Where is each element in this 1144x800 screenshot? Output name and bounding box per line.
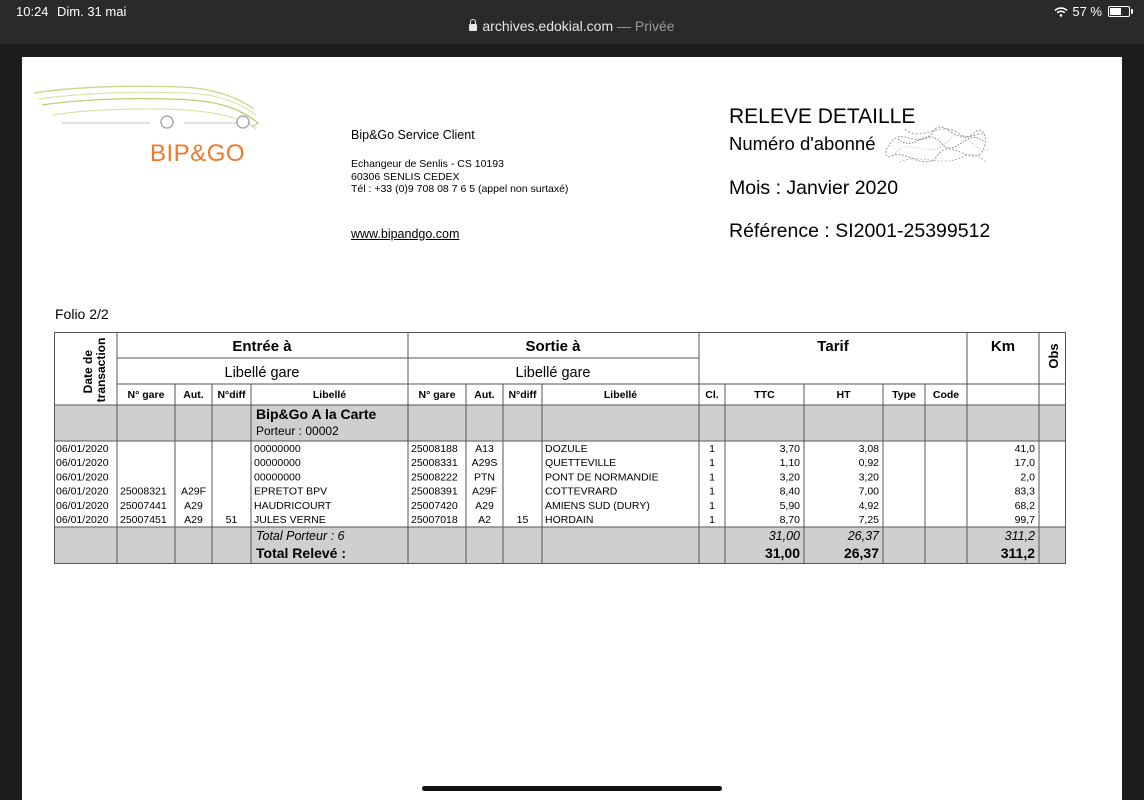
table-cell: HORDAIN	[545, 514, 594, 526]
table-cell: 17,0	[1014, 457, 1035, 470]
battery-icon	[1108, 6, 1130, 17]
table-cell: 25008188	[411, 443, 458, 455]
group-title: Bip&Go A la Carte	[256, 406, 377, 422]
table-cell: 25008391	[411, 485, 458, 498]
table-row	[56, 457, 1035, 469]
table-cell: 25007420	[411, 499, 458, 512]
table-cell: PTN	[474, 471, 495, 484]
column-header: Aut.	[474, 389, 495, 401]
transactions-table	[54, 332, 1066, 564]
table-cell: 1	[709, 457, 715, 470]
table-cell: 06/01/2020	[56, 443, 109, 455]
sortie-header: Sortie à	[525, 338, 581, 355]
url-text: archives.edokial.com	[482, 18, 614, 34]
status-right	[1054, 4, 1130, 19]
address-line: Echangeur de Senlis - CS 10193	[351, 158, 504, 170]
table-row	[56, 471, 1035, 483]
entree-libelle-gare: Libellé gare	[224, 365, 300, 381]
address-line: 60306 SENLIS CEDEX	[351, 170, 460, 183]
table-cell: 25007451	[120, 514, 167, 526]
redaction-scribble	[880, 114, 995, 174]
column-header: Code	[932, 389, 960, 401]
total-releve-ttc: 31,00	[764, 545, 800, 561]
table-cell: 25007441	[120, 499, 167, 512]
total-releve-km: 311,2	[1000, 545, 1035, 561]
table-cell: 15	[516, 514, 529, 526]
column-header: N° gare	[418, 389, 456, 401]
table-cell: AMIENS SUD (DURY)	[545, 499, 650, 512]
table-cell: 00000000	[254, 471, 301, 484]
table-row	[56, 514, 1035, 526]
address-block	[351, 158, 568, 196]
table-cell: 06/01/2020	[56, 457, 109, 470]
table-cell: 06/01/2020	[56, 514, 109, 526]
column-header: Type	[892, 389, 916, 401]
table-cell: A29F	[180, 485, 207, 498]
table-cell: A29S	[471, 457, 498, 470]
lock-icon	[469, 24, 477, 31]
total-porteur-ttc: 31,00	[768, 529, 800, 543]
date-header-line2: transaction	[94, 337, 108, 403]
mois-label: Mois : Janvier 2020	[729, 177, 899, 199]
status-time: 10:24	[16, 4, 49, 19]
column-header: Libellé	[603, 389, 638, 401]
address-bar[interactable]	[0, 18, 1144, 34]
abonne-label: Numéro d'abonné	[729, 133, 876, 154]
table-cell: 1	[709, 443, 715, 455]
table-cell: A2	[478, 514, 491, 526]
table-cell: 41,0	[1014, 443, 1035, 455]
table-cell: A29	[184, 514, 203, 526]
date-header-line1: Date de	[81, 349, 95, 394]
total-porteur-label: Total Porteur : 6	[256, 529, 345, 543]
status-bar	[0, 0, 1144, 44]
table-cell: 25008331	[411, 457, 458, 470]
table-cell: 4,92	[858, 499, 879, 512]
table-cell: 00000000	[254, 457, 301, 470]
private-label: — Privée	[617, 18, 675, 34]
column-header: Libellé	[312, 389, 347, 401]
status-date: Dim. 31 mai	[57, 4, 127, 19]
website-link[interactable]: www.bipandgo.com	[351, 227, 460, 241]
table-cell: 25008321	[120, 485, 167, 498]
table-cell: 3,70	[779, 443, 800, 455]
date-header	[81, 338, 108, 403]
column-header: N° gare	[127, 389, 165, 401]
table-row	[56, 500, 1035, 512]
table-cell: 68,2	[1014, 499, 1035, 512]
document-page	[22, 57, 1122, 800]
table-row	[56, 486, 1035, 498]
entree-header: Entrée à	[232, 338, 292, 355]
document-title: RELEVE DETAILLE	[729, 105, 916, 128]
table-cell: 0,92	[858, 457, 879, 470]
table-cell: QUETTEVILLE	[545, 457, 617, 470]
table-cell: A29	[475, 499, 494, 512]
table-cell: 06/01/2020	[56, 499, 109, 512]
table-cell: PONT DE NORMANDIE	[545, 471, 659, 484]
column-header: TTC	[754, 389, 775, 401]
table-cell: A29F	[471, 485, 498, 498]
table-cell: 3,20	[858, 471, 879, 484]
table-cell: 2,0	[1020, 471, 1035, 484]
table-cell: 06/01/2020	[56, 471, 109, 484]
table-cell: 8,70	[779, 514, 800, 526]
column-header: Cl.	[705, 389, 719, 401]
table-cell: 51	[225, 514, 238, 526]
battery-percent: 57 %	[1072, 4, 1102, 19]
table-cell: 8,40	[779, 485, 800, 498]
column-header: Aut.	[183, 389, 204, 401]
column-header: HT	[836, 389, 851, 401]
table-cell: 83,3	[1014, 485, 1035, 498]
table-row	[56, 443, 1035, 455]
table-cell: 1	[709, 499, 715, 512]
total-porteur-km: 311,2	[1004, 529, 1035, 543]
total-releve-ht: 26,37	[843, 545, 879, 561]
table-cell: 5,90	[779, 499, 800, 512]
table-cell: 99,7	[1014, 514, 1035, 526]
reference-label: Référence : SI2001-25399512	[729, 220, 991, 242]
table-cell: 1	[709, 485, 715, 498]
tarif-header: Tarif	[817, 338, 849, 355]
table-cell: 7,00	[858, 485, 879, 498]
table-cell: 7,25	[858, 514, 879, 526]
logo-text: BIP&GO	[150, 140, 246, 167]
table-cell: A13	[475, 443, 494, 455]
column-header: N°diff	[217, 389, 246, 401]
total-releve-label: Total Relevé :	[256, 545, 346, 561]
table-cell: 00000000	[254, 443, 301, 455]
table-cell: EPRETOT BPV	[254, 485, 328, 498]
table-cell: 3,20	[779, 471, 800, 484]
table-cell: A29	[184, 499, 203, 512]
wifi-icon	[1054, 7, 1068, 17]
obs-header: Obs	[1046, 343, 1061, 369]
table-cell: 3,08	[858, 443, 879, 455]
home-indicator[interactable]	[422, 786, 722, 791]
table-cell: 25008222	[411, 471, 458, 484]
address-line: Tél : +33 (0)9 708 08 7 6 5 (appel non surtaxé)	[351, 183, 569, 195]
service-name: Bip&Go Service Client	[351, 128, 475, 142]
table-cell: 1,10	[779, 457, 800, 470]
table-cell: 1	[709, 514, 715, 526]
table-cell: DOZULE	[545, 443, 588, 455]
column-header: N°diff	[508, 389, 537, 401]
table-cell: 25007018	[411, 514, 458, 526]
porteur-label: Porteur : 00002	[256, 424, 339, 438]
table-cell: HAUDRICOURT	[254, 499, 332, 512]
table-cell: JULES VERNE	[254, 514, 326, 526]
km-header: Km	[990, 338, 1016, 355]
folio-label: Folio 2/2	[55, 306, 109, 322]
total-porteur-ht: 26,37	[847, 529, 879, 543]
table-cell: 1	[709, 471, 715, 484]
table-cell: 06/01/2020	[56, 485, 109, 498]
table-cell: COTTEVRARD	[545, 485, 618, 498]
sortie-libelle-gare: Libellé gare	[515, 365, 591, 381]
